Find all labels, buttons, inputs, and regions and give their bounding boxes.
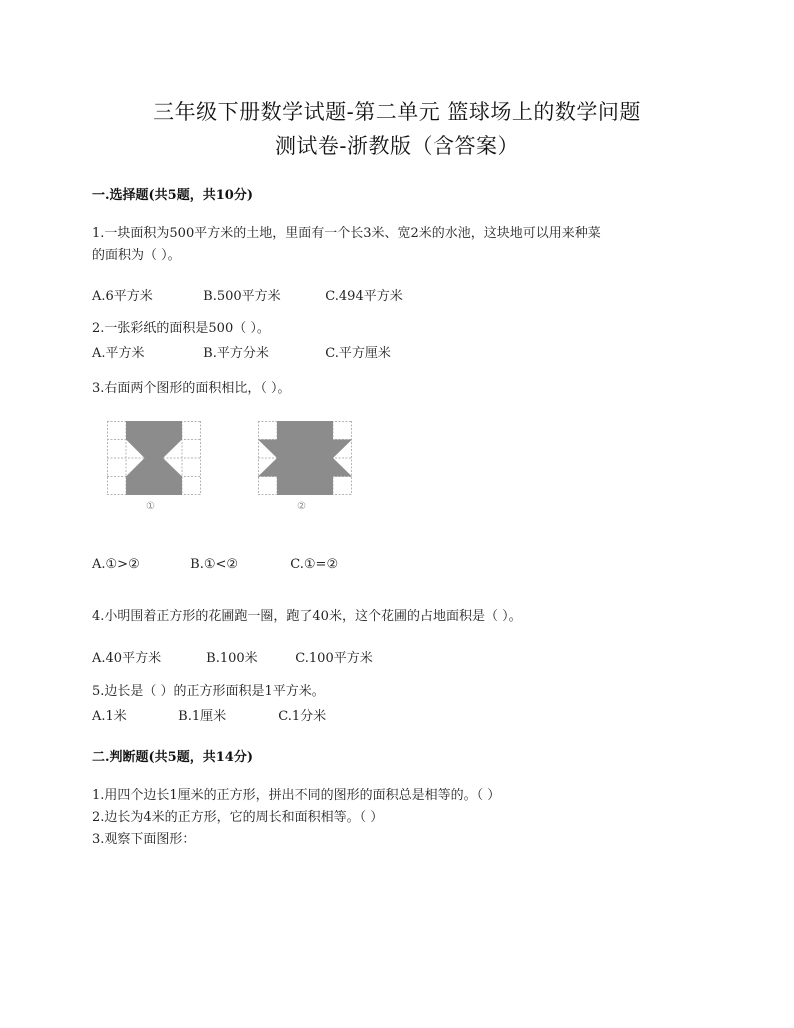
question-2-options [92,342,391,361]
judge-question-2: 2.边长为4米的正方形，它的周长和面积相等。（ ） [92,810,384,825]
question-3-option-b[interactable]: B.①<② [190,557,239,572]
question-1-option-b[interactable]: B.500平方米 [203,289,281,304]
question-2-option-c[interactable]: C.平方厘米 [325,346,391,361]
judge-question-3: 3.观察下面图形： [92,832,196,847]
question-1-option-a[interactable]: A.6平方米 [92,289,153,304]
question-4-option-c[interactable]: C.100平方米 [295,651,373,666]
question-1-line2: 的面积为（ ）。 [92,248,181,263]
question-1-line1: 1.一块面积为500平方米的土地，里面有一个长3米、宽2米的水池，这块地可以用来种菜 [92,226,601,241]
question-1-option-c[interactable]: C.494平方米 [325,289,403,304]
question-3-option-a[interactable]: A.①>② [92,557,140,572]
page-title-line1: 三年级下册数学试题-第二单元 篮球场上的数学问题 [153,100,641,124]
question-5-option-c[interactable]: C.1分米 [278,709,327,724]
figure-2-label: ② [297,501,306,512]
figure-1-hourglass [107,421,201,495]
section1-heading: 一.选择题(共5题，共10分) [92,188,253,203]
judge-question-1: 1.用四个边长1厘米的正方形，拼出不同的图形的面积总是相等的。（ ） [92,788,501,803]
question-4-options [92,647,373,666]
question-2-option-a[interactable]: A.平方米 [92,346,145,361]
question-5-option-a[interactable]: A.1米 [92,709,127,724]
figure-2-bowtie [258,421,352,495]
question-3-options [92,557,338,572]
question-1 [92,223,702,267]
question-2-option-b[interactable]: B.平方分米 [203,346,269,361]
figure-1-label: ① [146,501,155,512]
section2-heading: 二.判断题(共5题，共14分) [92,750,253,765]
question-5-options [92,705,326,724]
question-4-option-b[interactable]: B.100米 [206,651,258,666]
page-title-line2: 测试卷-浙教版（含答案） [274,134,520,158]
question-5: 5.边长是（ ）的正方形面积是1平方米。 [92,684,325,699]
question-1-options [92,285,403,304]
question-2: 2.一张彩纸的面积是500（ ）。 [92,321,270,336]
question-3-option-c[interactable]: C.①=② [290,557,339,572]
question-4-option-a[interactable]: A.40平方米 [92,651,162,666]
question-3: 3.右面两个图形的面积相比，（ ）。 [92,381,291,396]
question-5-option-b[interactable]: B.1厘米 [178,709,227,724]
question-4: 4.小明围着正方形的花圃跑一圈，跑了40米，这个花圃的占地面积是（ ）。 [92,609,522,624]
